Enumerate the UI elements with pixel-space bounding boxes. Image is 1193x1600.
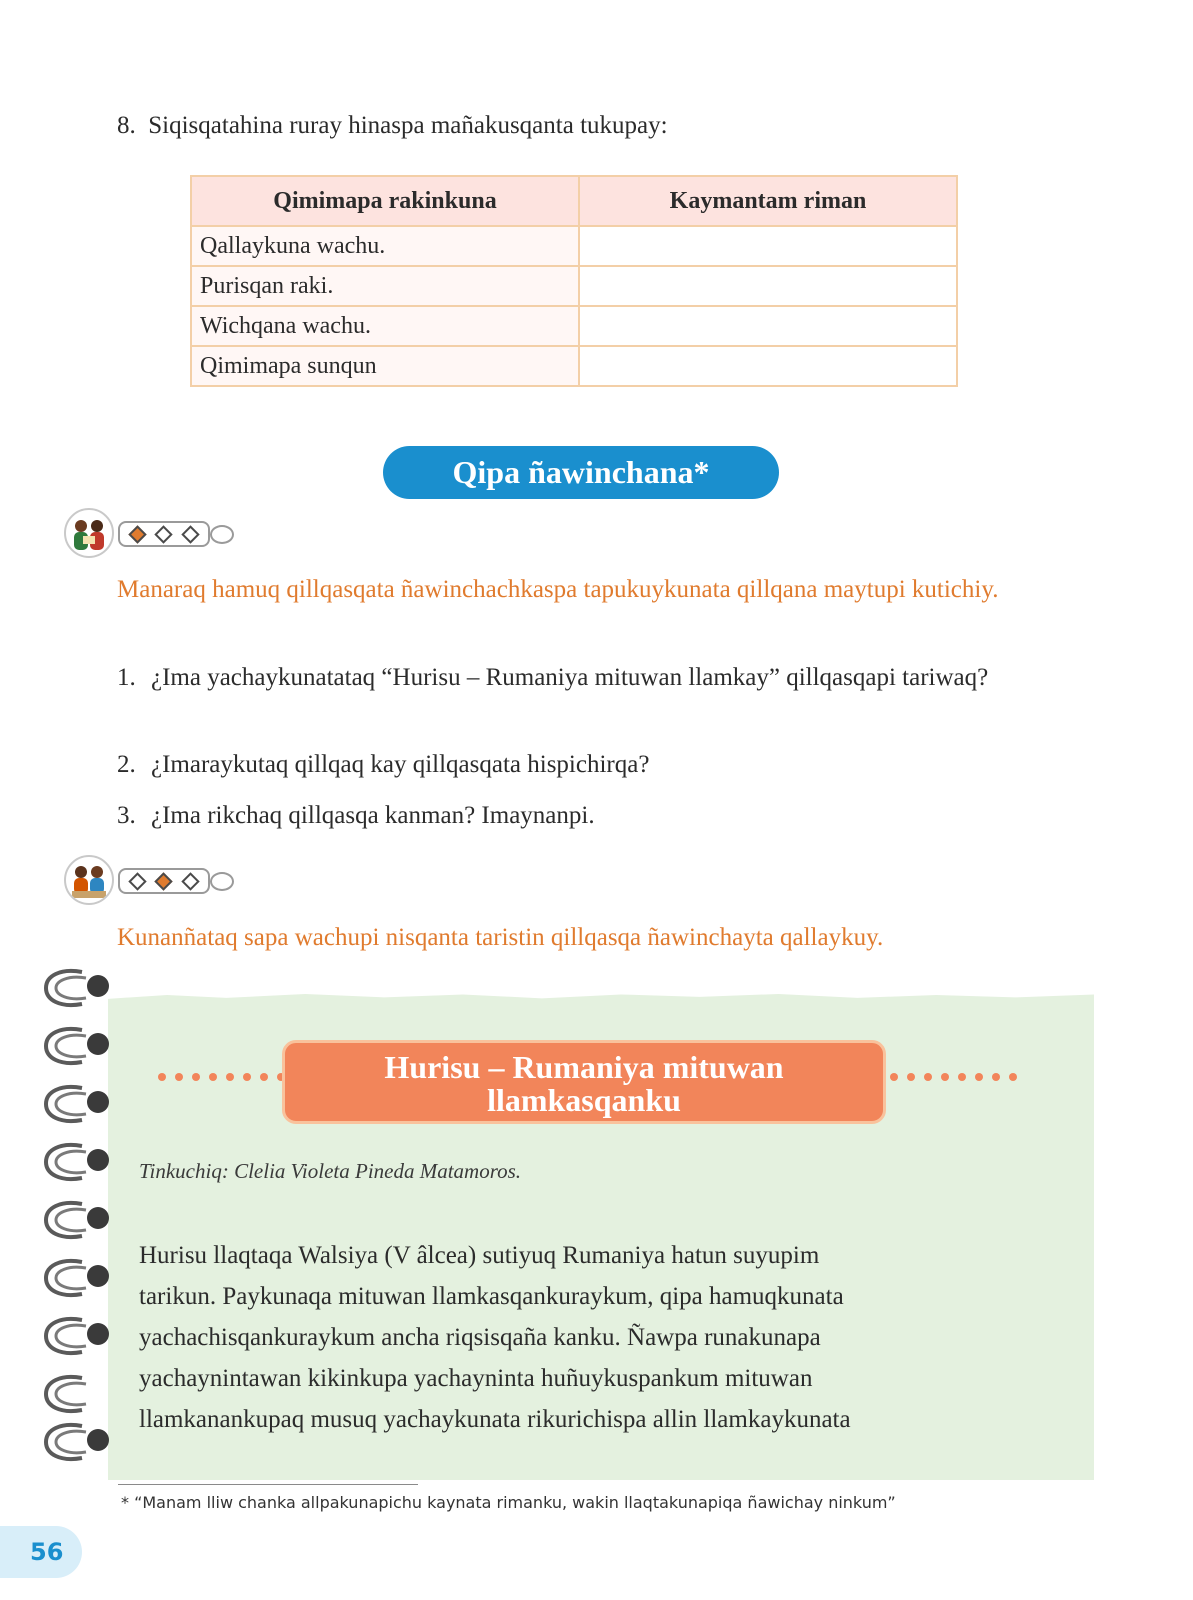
footnote-divider <box>118 1484 418 1485</box>
students-writing-icon <box>64 855 114 905</box>
body-line: yachachisqankuraykum ancha riqsisqaña kanku. Ñawpa runakunapa <box>139 1324 821 1351</box>
level-diamonds <box>118 868 210 894</box>
diamond-filled-icon <box>155 872 173 890</box>
question-number: 2. <box>117 751 136 778</box>
table-cell-part: Qallaykuna wachu. <box>191 226 579 266</box>
question-number: 3. <box>117 802 136 829</box>
tag-ring-icon <box>210 872 234 891</box>
spiral-ring-icon <box>42 1314 114 1360</box>
body-line: Hurisu llaqtaqa Walsiya (V âlcea) sutiyuq Rumaniya hatun suyupim <box>139 1242 820 1269</box>
activity2-instruction: Kunanñataq sapa wachupi nisqanta taristin qillqasqa ñawinchayta qallaykuy. <box>117 924 884 951</box>
table-cell-part: Qimimapa sunqun <box>191 346 579 386</box>
activity1-question <box>117 797 1057 835</box>
page-number: 56 <box>0 1526 82 1578</box>
table-cell-part: Wichqana wachu. <box>191 306 579 346</box>
body-line: yachaynintawan kikinkupa yachayninta huñuykuspankum mituwan <box>139 1365 813 1392</box>
table-header-about: Kaymantam riman <box>579 176 957 226</box>
table-header-parts: Qimimapa rakinkuna <box>191 176 579 226</box>
table-row <box>191 306 957 346</box>
activity1-question <box>117 659 1057 697</box>
table-row <box>191 226 957 266</box>
table-cell-answer[interactable] <box>579 306 957 346</box>
table-cell-answer[interactable] <box>579 226 957 266</box>
spiral-ring-icon <box>42 1198 114 1244</box>
question-number: 8. <box>117 112 136 139</box>
reading-body <box>139 1235 1039 1440</box>
diamond-empty-icon <box>181 525 199 543</box>
table-cell-answer[interactable] <box>579 346 957 386</box>
spiral-ring-icon <box>42 1372 114 1418</box>
activity1-instruction: Manaraq hamuq qillqasqata ñawinchachkaspa tapukuykunata qillqana maytupi kutichiy. <box>117 576 999 603</box>
question-text: Siqisqatahina ruray hinaspa mañakusqanta tukupay: <box>148 112 668 139</box>
table-cell-answer[interactable] <box>579 266 957 306</box>
table-row <box>191 346 957 386</box>
diamond-empty-icon <box>181 872 199 890</box>
spiral-ring-icon <box>42 1024 114 1070</box>
diamond-empty-icon <box>155 525 173 543</box>
table-row <box>191 266 957 306</box>
question-text: ¿Imaraykutaq qillqaq kay qillqasqata hispichirqa? <box>151 751 650 778</box>
reading-author: Tinkuchiq: Clelia Violeta Pineda Matamoros. <box>139 1159 522 1183</box>
question-text: ¿Ima rikchaq qillqasqa kanman? Imaynanpi. <box>151 802 595 829</box>
spiral-ring-icon <box>42 1082 114 1128</box>
dotted-line-right <box>890 1073 1017 1083</box>
spiral-ring-icon <box>42 1140 114 1186</box>
dotted-line-left <box>158 1073 285 1083</box>
spiral-ring-icon <box>42 1256 114 1302</box>
spiral-ring-icon <box>42 966 114 1012</box>
difficulty-level-2 <box>118 868 234 894</box>
difficulty-level-1 <box>118 521 234 547</box>
question-number: 1. <box>117 664 136 691</box>
spiral-ring-icon <box>42 1420 114 1466</box>
reading-title-line1: Hurisu – Rumaniya mituwan <box>384 1049 784 1085</box>
diamond-filled-icon <box>128 525 146 543</box>
reading-title <box>282 1040 886 1124</box>
footnote: * “Manam lliw chanka allpakunapichu kaynata rimanku, wakin llaqtakunapiqa ñawichay ninkum” <box>121 1493 896 1512</box>
body-line: tarikun. Paykunaqa mituwan llamkasqankuraykum, qipa hamuqkunata <box>139 1283 844 1310</box>
students-reading-icon <box>64 508 114 558</box>
question-text: ¿Ima yachaykunatataq “Hurisu – Rumaniya mituwan llamkay” qillqasqapi tariwaq? <box>151 664 989 691</box>
tag-ring-icon <box>210 525 234 544</box>
diamond-empty-icon <box>128 872 146 890</box>
level-diamonds <box>118 521 210 547</box>
worksheet-table <box>190 175 958 387</box>
reading-title-line2: llamkasqanku <box>487 1082 681 1118</box>
table-cell-part: Purisqan raki. <box>191 266 579 306</box>
body-line: llamkanankupaq musuq yachaykunata rikurichispa allin llamkaykunata <box>139 1406 851 1433</box>
table-header-row <box>191 176 957 226</box>
section-title: Qipa ñawinchana* <box>383 446 779 499</box>
activity1-question <box>117 746 1057 784</box>
question-8 <box>117 112 668 140</box>
